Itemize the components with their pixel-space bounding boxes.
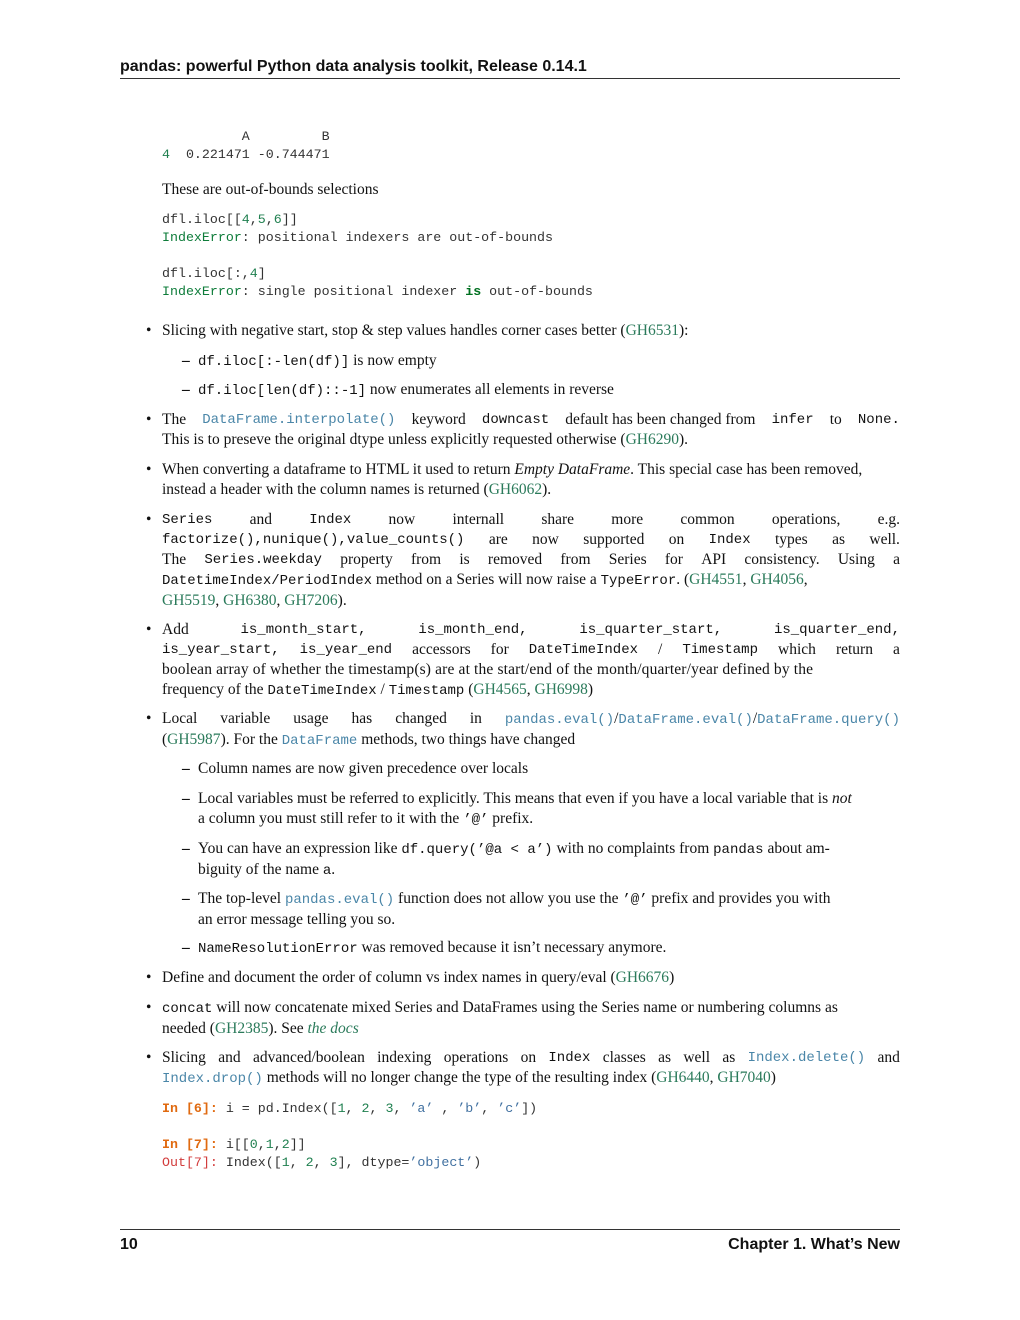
inline-code: is_quarter_start, — [579, 622, 723, 638]
code-number: 0 — [249, 1137, 258, 1152]
text: ) — [669, 969, 675, 986]
text: ). See — [268, 1020, 308, 1037]
text: changed — [395, 710, 447, 727]
dash-icon: – — [182, 352, 190, 369]
code-token: , — [369, 1101, 386, 1116]
bullet-concat — [162, 998, 900, 1039]
text: ( — [162, 731, 168, 748]
page-number: 10 — [120, 1236, 138, 1253]
text: When converting a dataframe to HTML it used to return — [162, 461, 515, 478]
input-prompt: In [7]: — [162, 1137, 218, 1152]
inline-code: DateTimeIndex — [267, 683, 377, 699]
text: The — [162, 411, 187, 428]
issue-link-gh4565[interactable]: GH4565 — [473, 681, 527, 698]
bullet-icon: • — [146, 411, 152, 428]
paragraph-out-of-bounds: These are out-of-bounds selections — [162, 181, 379, 198]
text: methods, two things have changed — [357, 731, 576, 748]
running-header-title: pandas: powerful Python data analysis toolkit, Release 0.14.1 — [120, 58, 587, 75]
code-number: 2 — [361, 1101, 370, 1116]
issue-link-gh6998[interactable]: GH6998 — [534, 681, 588, 698]
dash-icon: – — [182, 890, 190, 907]
bullet-icon: • — [146, 969, 152, 986]
text-line: boolean array of whether the timestamp(s) are at the start/end of the month/quarter/year defined by the — [162, 661, 814, 678]
code-string: ’a’ — [409, 1101, 434, 1116]
issue-link-gh6290[interactable]: GH6290 — [625, 431, 679, 448]
text: . This special case has been removed, — [630, 461, 863, 478]
text: / — [376, 681, 389, 698]
text-line — [162, 640, 900, 660]
inline-code: ’@’ — [622, 892, 648, 908]
issue-link-gh4056[interactable]: GH4056 — [750, 571, 804, 588]
text: now — [388, 511, 416, 528]
issue-link-gh2385[interactable]: GH2385 — [214, 1020, 269, 1037]
inline-code: is_year_end — [299, 642, 393, 658]
text: for — [664, 551, 683, 568]
code-token: , — [265, 212, 274, 227]
code-line: A B — [162, 129, 330, 144]
text-line — [198, 789, 900, 809]
text: methods will no longer change the type of the resulting index ( — [262, 1069, 657, 1086]
text: ). — [337, 592, 347, 609]
api-link-pandas-eval[interactable]: pandas.eval() — [284, 892, 395, 908]
text: default has been changed from — [565, 411, 756, 428]
text: from — [410, 551, 442, 568]
api-link-dataframe-query[interactable]: DataFrame.query() — [757, 712, 900, 728]
text: e.g. — [877, 511, 900, 528]
separator: , — [526, 681, 535, 698]
bullet-is-month-start — [162, 620, 900, 701]
text: operations, — [771, 511, 841, 528]
text: is — [459, 551, 470, 568]
text: on — [520, 1049, 537, 1066]
text: Add — [162, 621, 189, 638]
text: ) — [770, 1069, 776, 1086]
code-token: , — [273, 1137, 282, 1152]
code-token: Index([ — [217, 1155, 282, 1170]
code-token: : single positional indexer — [241, 284, 466, 299]
bullet-negative-slicing — [162, 321, 688, 341]
bullet-icon: • — [146, 461, 152, 478]
inline-code: df.query(’@a < a’) — [401, 842, 553, 858]
bullet-icon: • — [146, 511, 152, 528]
inline-code: is_month_start, — [240, 622, 367, 638]
code-token: ] — [257, 266, 266, 281]
text: to — [829, 411, 842, 428]
sub-bullet-top-level-eval — [198, 889, 900, 930]
text: needed ( — [162, 1020, 215, 1037]
code-number: 4 — [241, 212, 250, 227]
text: on — [668, 531, 685, 548]
text: for — [490, 641, 509, 658]
text: frequency of the — [162, 681, 268, 698]
code-output-block — [162, 128, 330, 164]
header-rule — [120, 78, 900, 79]
dash-icon: – — [182, 939, 190, 956]
inline-code: Index — [309, 512, 352, 528]
text: common — [680, 511, 735, 528]
inline-code: Index — [548, 1050, 591, 1066]
text: a — [893, 641, 900, 658]
code-string: ’c’ — [497, 1101, 522, 1116]
text: API — [701, 551, 727, 568]
inline-code: is_year_start, — [162, 642, 280, 658]
text: supported — [583, 531, 645, 548]
text: about am- — [763, 840, 830, 857]
inline-code: Series — [162, 512, 213, 528]
text-line — [162, 480, 900, 500]
bullet-html-empty — [162, 460, 900, 500]
inline-code: NameResolutionError — [198, 941, 358, 957]
code-number: 4 — [249, 266, 258, 281]
code-token: , — [481, 1101, 498, 1116]
text-line — [162, 1048, 900, 1068]
text-line — [162, 709, 900, 730]
issue-link-gh7206[interactable]: GH7206 — [284, 592, 338, 609]
dash-icon: – — [182, 760, 190, 777]
text: as — [832, 531, 845, 548]
inline-code: DatetimeIndex/PeriodIndex — [162, 573, 373, 589]
code-number: 3 — [385, 1101, 394, 1116]
text: instead a header with the column names is returned ( — [162, 481, 489, 498]
api-link-index-delete[interactable]: Index.delete() — [747, 1050, 866, 1066]
text: is now empty — [349, 352, 437, 369]
api-link-index-drop[interactable]: Index.drop() — [162, 1071, 263, 1087]
text: function does not allow you use the — [394, 890, 623, 907]
code-number: 5 — [257, 212, 266, 227]
inline-code: Timestamp — [682, 642, 758, 658]
code-token: , — [313, 1155, 330, 1170]
text: with no complaints from — [552, 840, 714, 857]
text: This is to preseve the original dtype unless explicitly requested otherwise ( — [162, 431, 626, 448]
bullet-icon: • — [146, 1049, 152, 1066]
issue-link-gh6380[interactable]: GH6380 — [223, 592, 277, 609]
text: indexing — [377, 1049, 432, 1066]
bullet-icon: • — [146, 621, 152, 638]
bullet-icon: • — [146, 999, 152, 1016]
code-string: ’object’ — [409, 1155, 474, 1170]
text-line — [162, 460, 900, 480]
code-string: ’b’ — [457, 1101, 482, 1116]
code-keyword: is — [465, 284, 482, 299]
text: more — [611, 511, 644, 528]
sub-bullet-name-resolution-error — [198, 938, 666, 959]
bullet-local-variable-usage — [162, 709, 900, 751]
text: advanced/boolean — [252, 1049, 365, 1066]
text: classes — [602, 1049, 646, 1066]
text-line: an error message telling you so. — [198, 911, 396, 928]
text-line — [162, 730, 900, 751]
text: ). For the — [220, 731, 282, 748]
code-number: 2 — [281, 1137, 290, 1152]
code-values: 0.221471 -0.744471 — [169, 147, 330, 162]
separator: , — [709, 1069, 718, 1086]
text: prefix and provides you with — [647, 890, 831, 907]
text-line — [162, 410, 900, 430]
bullet-series-index — [162, 510, 900, 611]
code-token: ]] — [281, 212, 298, 227]
text: Local variables must be referred to explicitly. This means that even if you have a local variable that is — [198, 790, 832, 807]
text: types — [774, 531, 808, 548]
text: and — [218, 1049, 241, 1066]
sub-bullet-empty — [198, 351, 437, 372]
text: removed — [487, 551, 543, 568]
inline-code: is_month_end, — [418, 622, 528, 638]
inline-code: infer — [771, 412, 814, 428]
inline-code: ’@’ — [463, 812, 489, 828]
text: The — [162, 551, 187, 568]
code-block-iloc — [162, 211, 593, 301]
text-line — [198, 889, 900, 910]
text: ) — [587, 681, 594, 698]
text: property — [340, 551, 393, 568]
text: usage — [293, 710, 329, 727]
text: ). — [678, 431, 689, 448]
sub-bullet-reverse — [198, 380, 614, 401]
text: now enumerates all elements in reverse — [366, 381, 614, 398]
code-exception-name: IndexError — [162, 284, 242, 299]
inline-code: concat — [162, 1001, 213, 1017]
text: You can have an expression like — [198, 840, 402, 857]
code-token: : positional indexers are out-of-bounds — [241, 230, 553, 245]
code-exception-name: IndexError — [162, 230, 242, 245]
text: ). — [542, 481, 552, 498]
text: share — [541, 511, 575, 528]
text: Define and document the order of column vs index names in query/eval ( — [162, 969, 616, 986]
text: operations — [443, 1049, 509, 1066]
text-line — [198, 860, 900, 881]
emphasis: not — [831, 790, 852, 807]
text: Series — [608, 551, 647, 568]
code-number: 6 — [273, 212, 282, 227]
emphasis: Empty DataFrame — [514, 461, 631, 478]
text: Local — [162, 710, 198, 727]
text-line — [198, 809, 900, 830]
text: and — [877, 1049, 900, 1066]
text: are — [488, 531, 508, 548]
issue-link-gh5519[interactable]: GH5519 — [162, 592, 216, 609]
docs-link[interactable]: the docs — [307, 1020, 359, 1037]
code-token: , — [249, 212, 258, 227]
sub-bullet-column-precedence: Column names are now given precedence over locals — [198, 760, 529, 777]
inline-code: TypeError — [600, 573, 677, 589]
text: as — [722, 1049, 736, 1066]
issue-link-gh4551[interactable]: GH4551 — [689, 571, 743, 588]
code-index: 4 — [162, 147, 170, 162]
text: The top-level — [198, 890, 285, 907]
code-token: ], dtype= — [337, 1155, 410, 1170]
code-token: i[[ — [217, 1137, 250, 1152]
sub-bullet-local-explicit — [198, 789, 900, 830]
inline-code: downcast — [481, 412, 550, 428]
inline-code: pandas — [713, 842, 764, 858]
text: in — [469, 710, 482, 727]
code-token: dfl.iloc[:, — [162, 266, 250, 281]
dash-icon: – — [182, 840, 190, 857]
text: well — [683, 1049, 711, 1066]
text-line — [162, 680, 900, 701]
separator: , — [803, 571, 808, 588]
code-number: 1 — [265, 1137, 274, 1152]
text: . ( — [676, 571, 690, 588]
text: from — [560, 551, 591, 568]
code-block-index-example — [162, 1100, 537, 1172]
separator: , — [215, 592, 224, 609]
text: and — [249, 511, 273, 528]
text-line — [162, 550, 900, 570]
inline-code: df.iloc[len(df)::-1] — [198, 383, 367, 399]
text-line — [162, 998, 900, 1019]
text-line — [162, 1019, 900, 1039]
code-number: 3 — [329, 1155, 338, 1170]
text: consistency. — [744, 551, 820, 568]
issue-link-gh6062[interactable]: GH6062 — [488, 481, 543, 498]
text: . — [331, 861, 336, 878]
text: method on a Series will now raise a — [372, 571, 601, 588]
code-number: 2 — [305, 1155, 314, 1170]
text: biguity of the name — [198, 861, 323, 878]
inline-code: DateTimeIndex — [528, 642, 638, 658]
api-link-interpolate[interactable]: DataFrame.interpolate() — [202, 412, 396, 428]
code-token: , — [393, 1101, 410, 1116]
text: was removed because it isn’t necessary anymore. — [357, 939, 667, 956]
bullet-query-eval-order — [162, 968, 674, 988]
dash-icon: – — [182, 381, 190, 398]
output-prompt: Out[7]: — [162, 1155, 218, 1170]
text: has — [351, 710, 373, 727]
dash-icon: – — [182, 790, 190, 807]
chapter-title: Chapter 1. What’s New — [728, 1236, 900, 1253]
code-token: i = pd.Index([ — [217, 1101, 338, 1116]
inline-code: is_quarter_end, — [773, 622, 900, 638]
text: accessors — [412, 641, 471, 658]
text-line — [162, 530, 900, 550]
text-line — [198, 839, 900, 860]
text: Slicing with negative start, stop & step values handles corner cases better ( — [162, 322, 626, 339]
code-token: ]) — [521, 1101, 538, 1116]
code-token: , — [257, 1137, 266, 1152]
code-token: , — [433, 1101, 458, 1116]
code-token: , — [345, 1101, 362, 1116]
text: now — [532, 531, 559, 548]
inline-code: df.iloc[:-len(df)] — [198, 354, 350, 370]
text: will now concatenate mixed Series and DataFrames using the Series name or numbering columns as — [212, 999, 838, 1016]
issue-link-gh7040[interactable]: GH7040 — [717, 1069, 771, 1086]
api-link-dataframe-eval[interactable]: DataFrame.eval() — [618, 712, 753, 728]
text-line — [162, 510, 900, 530]
sub-bullet-query-expression — [198, 839, 900, 881]
text: internall — [452, 511, 505, 528]
api-link-dataframe[interactable]: DataFrame — [281, 733, 358, 749]
separator: , — [276, 592, 285, 609]
code-token: ]] — [289, 1137, 306, 1152]
code-token: , — [289, 1155, 306, 1170]
text-line — [162, 620, 900, 640]
issue-link-gh6440[interactable]: GH6440 — [656, 1069, 710, 1086]
text: a column you must still refer to it with the — [198, 810, 464, 827]
text: keyword — [411, 411, 466, 428]
text: return — [835, 641, 873, 658]
inline-code: factorize(),nunique(),value_counts() — [162, 532, 465, 548]
text-line — [162, 591, 900, 611]
footer-rule — [120, 1229, 900, 1230]
text: a — [893, 551, 900, 568]
text: prefix. — [488, 810, 534, 827]
code-token: ) — [473, 1155, 482, 1170]
text: Slicing — [162, 1049, 206, 1066]
input-prompt: In [6]: — [162, 1101, 218, 1116]
inline-code: None. — [857, 412, 900, 428]
issue-link-gh5987[interactable]: GH5987 — [167, 731, 221, 748]
code-token: out-of-bounds — [481, 284, 593, 299]
bullet-interpolate — [162, 410, 900, 450]
inline-code: Timestamp — [388, 683, 465, 699]
code-number: 1 — [337, 1101, 346, 1116]
text: well. — [869, 531, 900, 548]
text: ): — [678, 322, 689, 339]
api-link-pandas-eval[interactable]: pandas.eval() — [504, 712, 615, 728]
text: / — [658, 641, 663, 658]
issue-link-gh6531[interactable]: GH6531 — [625, 322, 679, 339]
text-line — [162, 430, 900, 450]
text: Using — [837, 551, 875, 568]
text: which — [778, 641, 816, 658]
code-number: 1 — [281, 1155, 290, 1170]
separator: , — [742, 571, 751, 588]
bullet-icon: • — [146, 710, 152, 727]
bullet-index-slicing — [162, 1048, 900, 1089]
inline-code: Series.weekday — [204, 552, 322, 568]
text: as — [658, 1049, 672, 1066]
api-link-group: pandas.eval()/DataFrame.eval()/DataFrame.query() — [504, 710, 900, 728]
text-line — [162, 570, 900, 591]
bullet-icon: • — [146, 322, 152, 339]
inline-code: a — [322, 863, 332, 879]
inline-code: Index — [708, 532, 751, 548]
text: variable — [220, 710, 271, 727]
code-token: dfl.iloc[[ — [162, 212, 242, 227]
text: ( — [464, 681, 474, 698]
text-line — [162, 1068, 900, 1089]
issue-link-gh6676[interactable]: GH6676 — [615, 969, 670, 986]
